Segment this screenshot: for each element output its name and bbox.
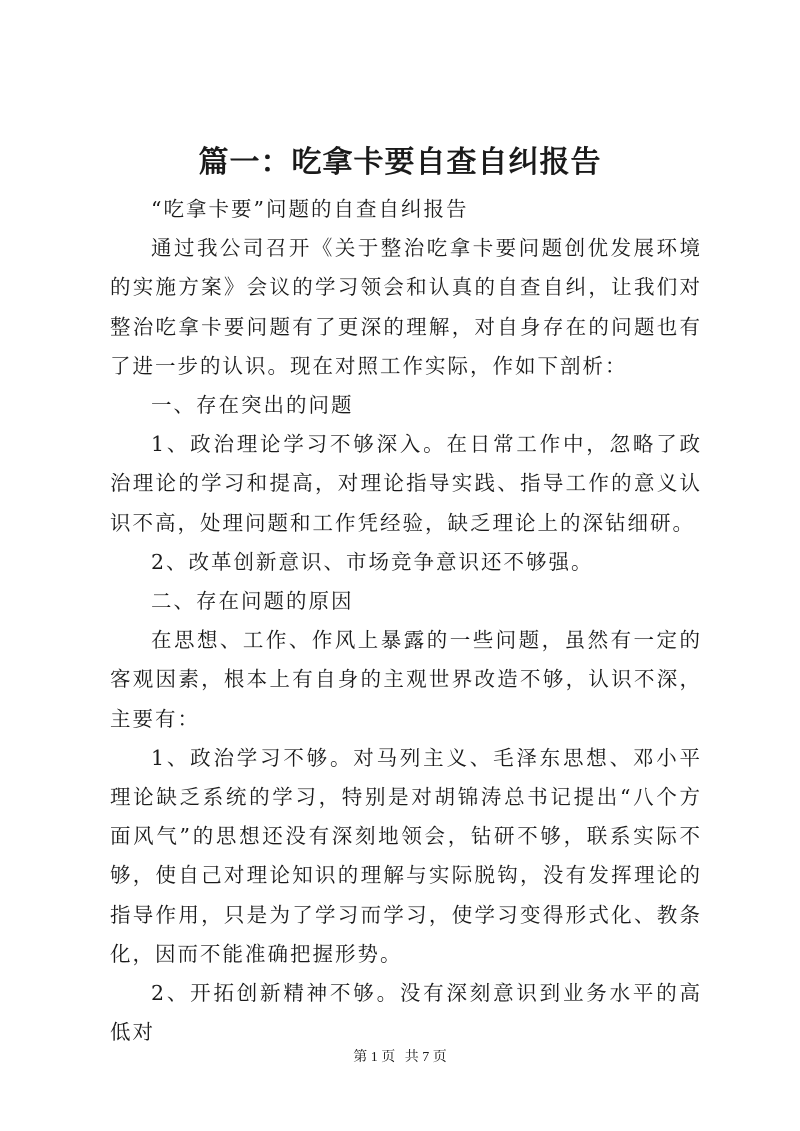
section-heading-problems: 一、存在突出的问题	[151, 393, 354, 418]
paragraph-subtitle: “吃拿卡要”问题的自查自纠报告	[151, 197, 469, 221]
paragraph-intro: 通过我公司召开《关于整治吃拿卡要问题创优发展环境的实施方案》会议的学习领会和认真的自查自纠，让我们对整治吃拿卡要问题有了更深的理解，对自身存在的问题也有了进一步的认识。现在对照工作实际，作如下剖析：	[110, 236, 702, 378]
document-title: 篇一：吃拿卡要自查自纠报告	[198, 145, 602, 180]
page-footer	[0, 1048, 800, 1068]
paragraph-cause-2: 2、开拓创新精神不够。没有深刻意识到业务水平的高低对	[110, 981, 702, 1045]
paragraph-problem-1: 1、政治理论学习不够深入。在日常工作中，忽略了政治理论的学习和提高，对理论指导实践、指导工作的意义认识不高，处理问题和工作凭经验，缺乏理论上的深钻细研。	[110, 432, 702, 535]
paragraph-cause-1: 1、政治学习不够。对马列主义、毛泽东思想、邓小平理论缺乏系统的学习，特别是对胡锦涛总书记提出“八个方面风气”的思想还没有深刻地领会，钻研不够，联系实际不够，使自己对理论知识的理解与实际脱钩，没有发挥理论的指导作用，只是为了学习而学习，使学习变得形式化、教条化，因而不能准确把握形势。	[110, 745, 702, 966]
section-heading-causes: 二、存在问题的原因	[151, 589, 354, 614]
page-number: 第 1 页	[353, 1050, 396, 1065]
paragraph-problem-2: 2、改革创新意识、市场竞争意识还不够强。	[151, 549, 594, 574]
document-body	[110, 190, 702, 1052]
page-total: 共 7 页	[404, 1050, 447, 1065]
paragraph-causes-intro: 在思想、工作、作风上暴露的一些问题，虽然有一定的客观因素，根本上有自身的主观世界改造不够，认识不深，主要有：	[110, 628, 702, 731]
